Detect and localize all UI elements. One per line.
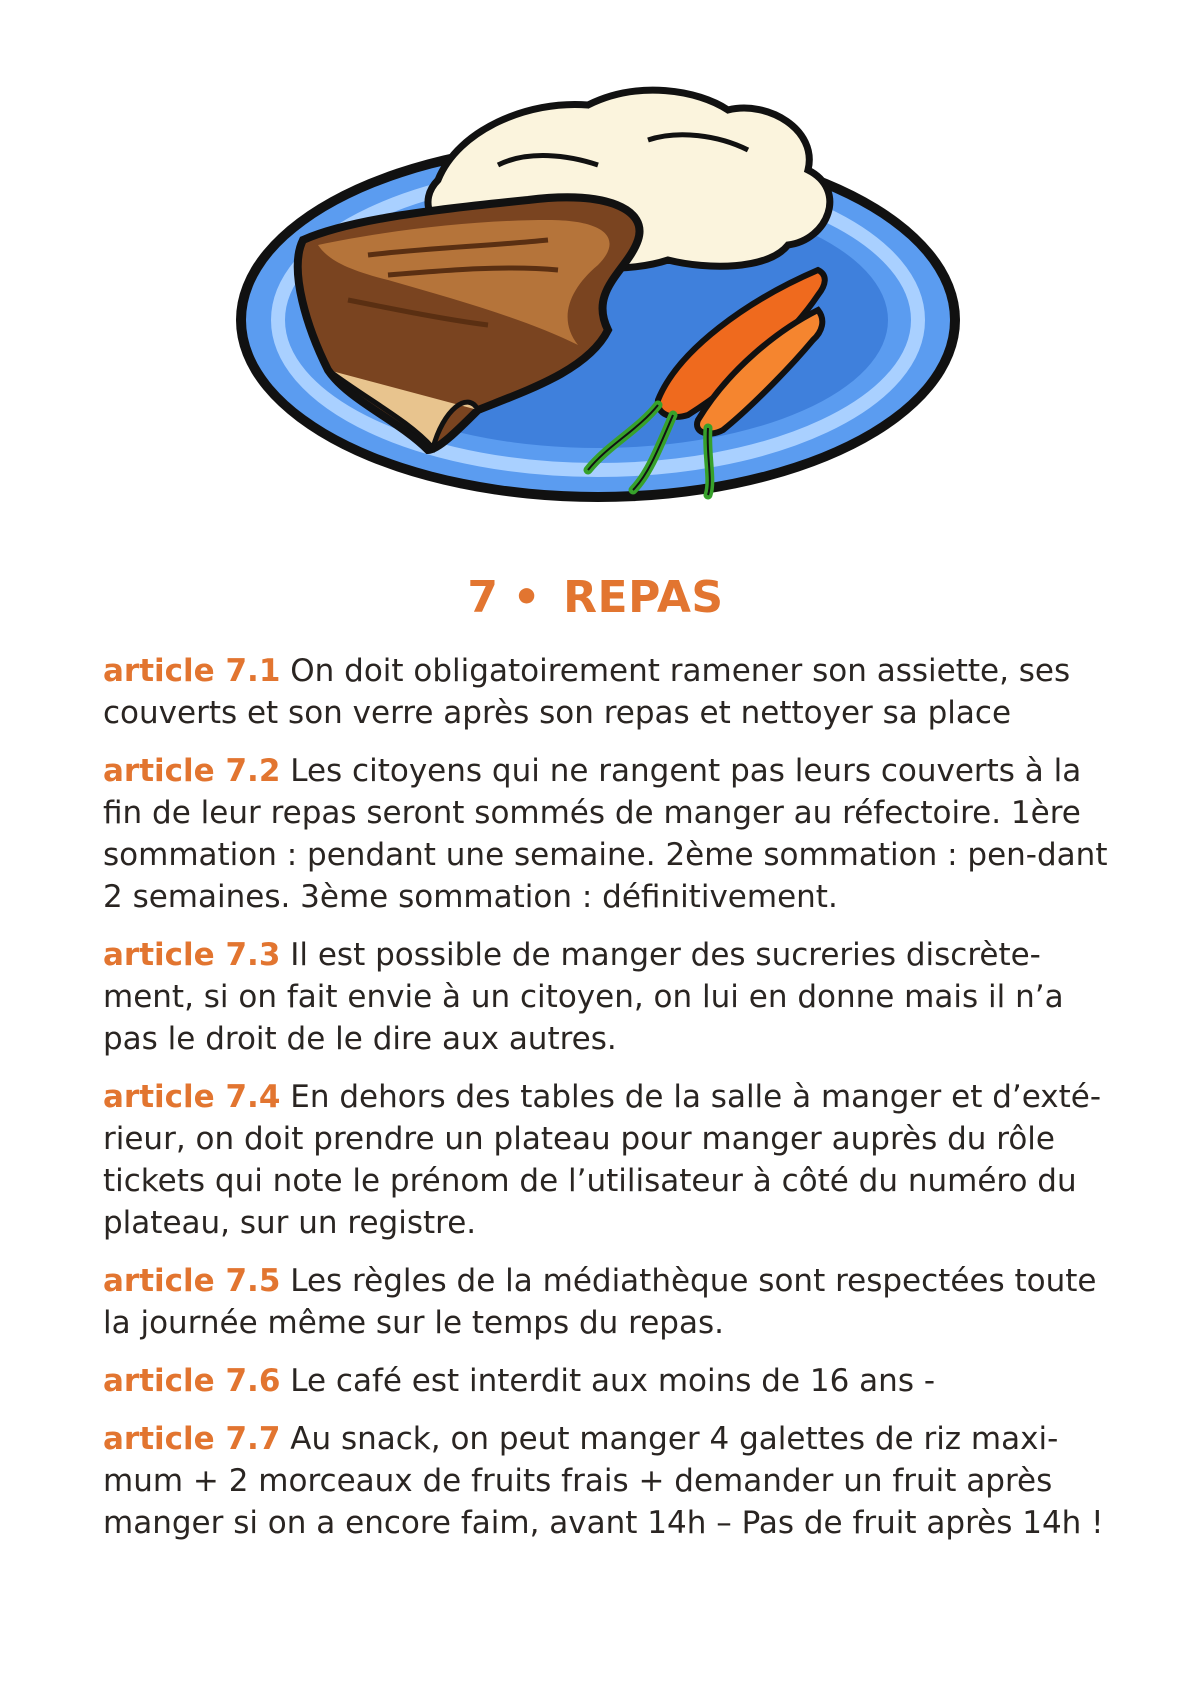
article-7-2 <box>103 750 1123 918</box>
section-title <box>0 572 1191 623</box>
article-7-7 <box>103 1418 1123 1544</box>
article-text: Le café est interdit aux moins de 16 ans - <box>290 1363 936 1399</box>
article-7-3 <box>103 934 1123 1060</box>
article-label: article 7.3 <box>103 937 281 973</box>
article-text: On doit obligatoirement ramener son assiette, ses couverts et son verre après son repas et nettoyer sa place <box>103 653 1071 731</box>
article-label: article 7.4 <box>103 1079 281 1115</box>
article-text: Il est possible de manger des sucreries discrète-ment, si on fait envie à un citoyen, on lui en donne mais il n’a pas le droit de le dire aux autres. <box>103 937 1064 1057</box>
article-text: Les citoyens qui ne rangent pas leurs couverts à la fin de leur repas seront sommés de manger au réfectoire. 1ère sommation : pendant une semaine. 2ème sommation : pen-dant 2 semaines. 3ème sommation : définitivement. <box>103 753 1108 915</box>
article-7-1 <box>103 650 1123 734</box>
article-7-5 <box>103 1260 1123 1344</box>
article-label: article 7.5 <box>103 1263 281 1299</box>
articles-list <box>103 650 1123 1560</box>
article-text: En dehors des tables de la salle à manger et d’exté-rieur, on doit prendre un plateau pour manger auprès du rôle tickets qui note le prénom de l’utilisateur à côté du numéro du plateau, sur un registre. <box>103 1079 1102 1241</box>
article-7-4 <box>103 1076 1123 1244</box>
article-text: Au snack, on peut manger 4 galettes de riz maxi-mum + 2 morceaux de fruits frais + demander un fruit après manger si on a encore faim, avant 14h – Pas de fruit après 14h ! <box>103 1421 1104 1541</box>
section-bullet: • <box>512 572 542 623</box>
article-label: article 7.2 <box>103 753 281 789</box>
section-number: 7 <box>467 572 499 623</box>
article-text: Les règles de la médiathèque sont respectées toute la journée même sur le temps du repas. <box>103 1263 1097 1341</box>
article-label: article 7.1 <box>103 653 281 689</box>
article-7-6 <box>103 1360 1123 1402</box>
article-label: article 7.7 <box>103 1421 281 1457</box>
section-title-text: REPAS <box>563 572 724 623</box>
plate-of-meat-and-carrots-icon <box>228 70 968 540</box>
article-label: article 7.6 <box>103 1363 281 1399</box>
